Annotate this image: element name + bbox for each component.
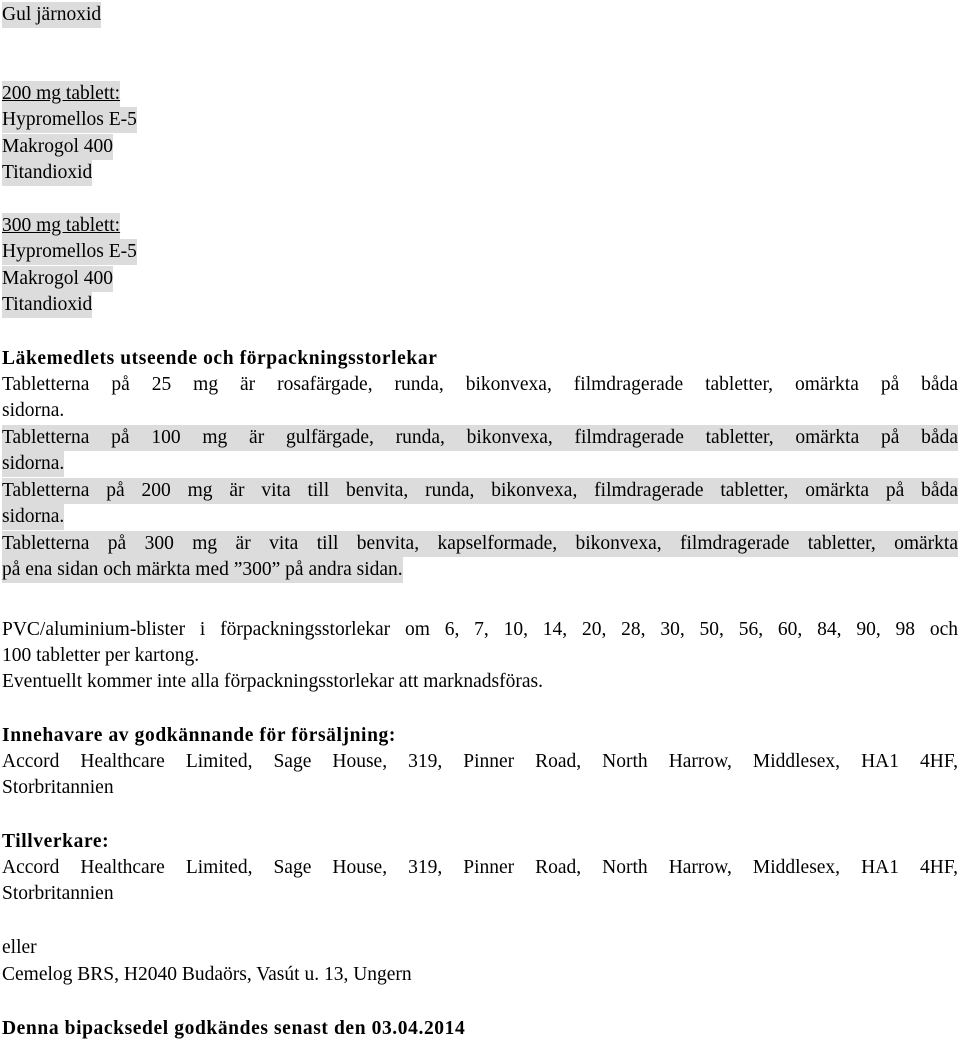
appearance-line: sidorna.: [2, 451, 64, 477]
tablet-300-heading: 300 mg tablett:: [2, 213, 120, 239]
holder-address: Accord Healthcare Limited, Sage House, 319, Pinner Road, North Harrow, Middlesex, HA1 4HF,: [2, 751, 958, 772]
tablet-200-item: Hypromellos E-5: [2, 107, 137, 133]
holder-address: Storbritannien: [2, 777, 114, 798]
appearance-line: på ena sidan och märkta med ”300” på andra sidan.: [2, 557, 403, 583]
holder-heading: Innehavare av godkännande för försäljning:: [2, 725, 396, 746]
appearance-line: Tabletterna på 100 mg är gulfärgade, runda, bikonvexa, filmdragerade tabletter, omärkta på båda: [2, 425, 958, 451]
approval-date: Denna bipacksedel godkändes senast den 03.04.2014: [2, 1018, 466, 1039]
appearance-line: sidorna.: [2, 400, 65, 421]
manufacturer-address: Storbritannien: [2, 883, 114, 904]
packaging-line: Eventuellt kommer inte alla förpackningsstorlekar att marknadsföras.: [2, 671, 543, 692]
appearance-line: Tabletterna på 300 mg är vita till benvita, kapselformade, bikonvexa, filmdragerade tabletter, omärkta: [2, 531, 958, 557]
appearance-line: Tabletterna på 200 mg är vita till benvita, runda, bikonvexa, filmdragerade tabletter, omärkta på båda: [2, 478, 958, 504]
ingredient-iron-oxide: Gul järnoxid: [2, 2, 101, 28]
tablet-200-item: Makrogol 400: [2, 134, 113, 160]
tablet-300-item: Titandioxid: [2, 292, 92, 318]
appearance-line: sidorna.: [2, 504, 64, 530]
manufacturer-heading: Tillverkare:: [2, 831, 110, 852]
appearance-line: Tabletterna på 25 mg är rosafärgade, runda, bikonvexa, filmdragerade tabletter, omärkta på båda: [2, 374, 958, 395]
manufacturer-alt-address: Cemelog BRS, H2040 Budaörs, Vasút u. 13, Ungern: [2, 964, 412, 985]
tablet-200-heading: 200 mg tablett:: [2, 81, 120, 107]
manufacturer-address: Accord Healthcare Limited, Sage House, 319, Pinner Road, North Harrow, Middlesex, HA1 4HF,: [2, 857, 958, 878]
manufacturer-or: eller: [2, 937, 37, 958]
packaging-line: PVC/aluminium-blister i förpackningsstorlekar om 6, 7, 10, 14, 20, 28, 30, 50, 56, 60, 84, 90, 98 och: [2, 619, 958, 640]
appearance-heading: Läkemedlets utseende och förpackningsstorlekar: [2, 348, 438, 369]
tablet-200-item: Titandioxid: [2, 160, 92, 186]
tablet-300-item: Hypromellos E-5: [2, 239, 137, 265]
packaging-line: 100 tabletter per kartong.: [2, 645, 200, 666]
tablet-300-item: Makrogol 400: [2, 266, 113, 292]
